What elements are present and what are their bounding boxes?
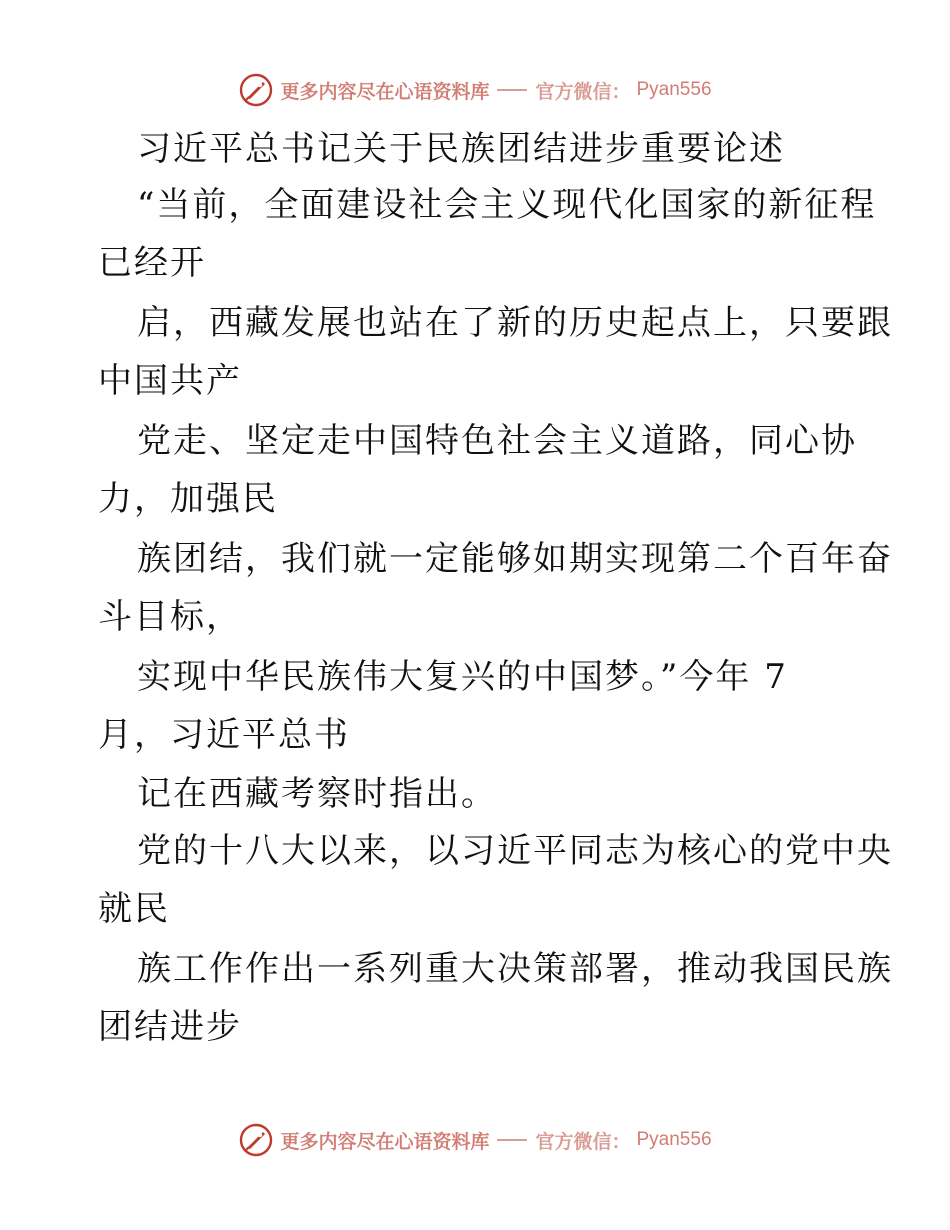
paragraph-line: 族团结，我们就一定能够如期实现第二个百年奋 (137, 539, 893, 579)
paragraph-line: 团结进步 (98, 1007, 242, 1047)
paragraph-line: 党走、坚定走中国特色社会主义道路，同心协 (137, 421, 857, 461)
paragraph-line: 族工作作出一系列重大决策部署，推动我国民族 (137, 949, 893, 989)
paragraph-line: “当前，全面建设社会主义现代化国家的新征程 (137, 185, 877, 225)
paragraph-line: 中国共产 (98, 361, 242, 401)
paragraph-line: 力，加强民 (98, 479, 278, 519)
watermark-dash (497, 89, 527, 91)
footer-watermark (0, 1118, 950, 1162)
paragraph-line: 已经开 (98, 243, 206, 283)
quill-logo-icon (238, 72, 274, 108)
watermark-wechat-id: Pyan556 (636, 1129, 712, 1150)
watermark-text: 更多内容尽在心语资料库 (280, 80, 490, 103)
paragraph-line: 月，习近平总书 (98, 715, 350, 755)
paragraph-line: 实现中华民族伟大复兴的中国梦。”今年 7 (137, 657, 788, 697)
paragraph-line: 党的十八大以来，以习近平同志为核心的党中央 (137, 831, 893, 871)
quill-logo-icon (238, 1122, 274, 1158)
watermark-text: 更多内容尽在心语资料库 (280, 1130, 490, 1153)
paragraph-line: 启，西藏发展也站在了新的历史起点上，只要跟 (137, 303, 893, 343)
watermark-dash (497, 1139, 527, 1141)
paragraph-line: 就民 (98, 889, 170, 929)
paragraph-line: 记在西藏考察时指出。 (137, 774, 497, 814)
document-title: 习近平总书记关于民族团结进步重要论述 (137, 129, 785, 169)
watermark-label: 官方微信： (535, 1130, 631, 1153)
header-watermark (0, 68, 950, 112)
paragraph-line: 斗目标， (98, 597, 242, 637)
watermark-label: 官方微信： (535, 80, 631, 103)
watermark-wechat-id: Pyan556 (636, 79, 712, 100)
